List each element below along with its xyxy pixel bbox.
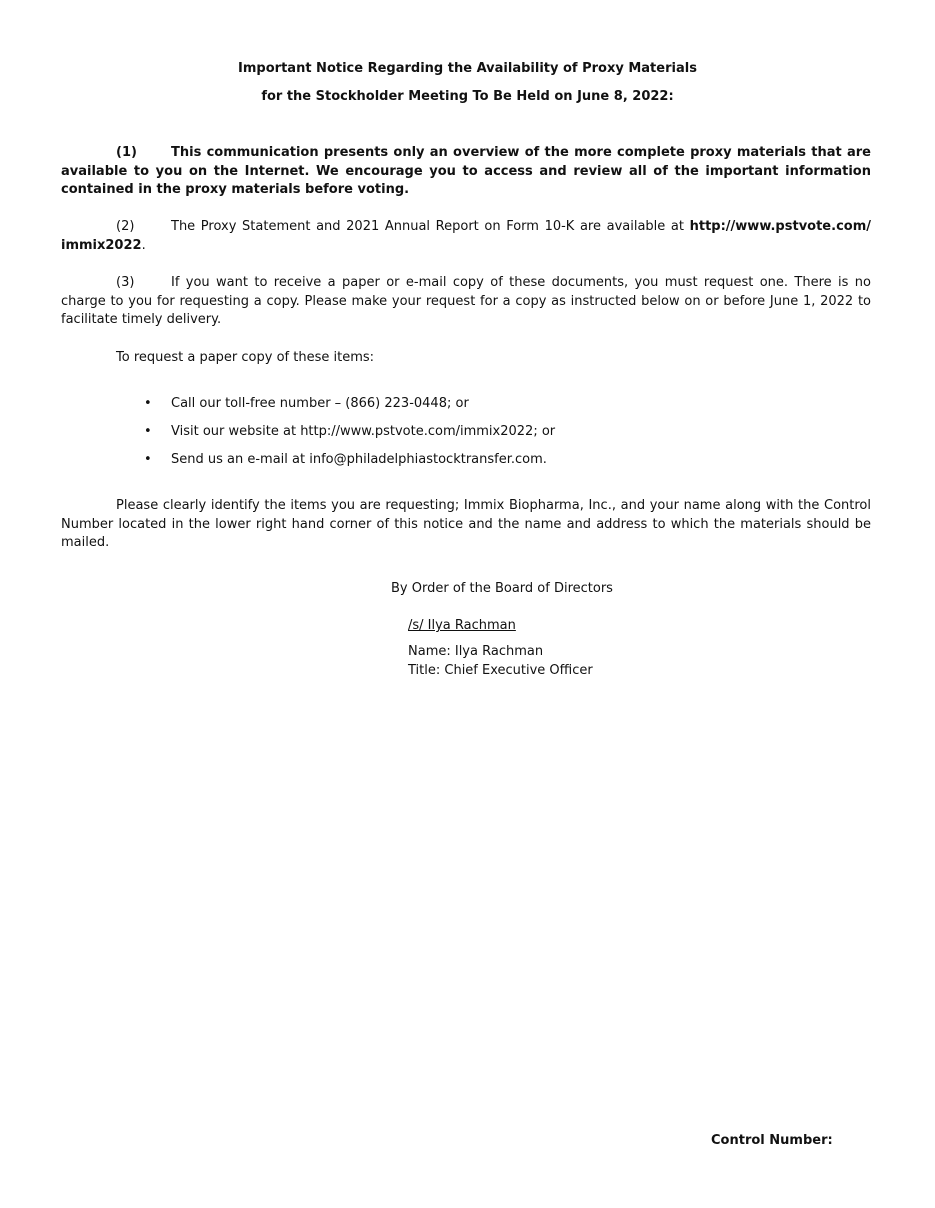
proxy-materials-link[interactable]: http://www.pstvote.com/ immix2022 (61, 219, 871, 253)
identify-paragraph-text: Please clearly identify the items you are requesting; Immix Biopharma, Inc., and your name along with the Control Number located in the lower right hand corner of this notice and the name and address to which the materials should be mailed. (61, 498, 871, 550)
phone-request-text: Call our toll-free number – (866) 223-0448; or (171, 396, 469, 411)
by-order-line: By Order of the Board of Directors (391, 581, 613, 596)
bullet-icon: • (144, 396, 152, 411)
paragraph-1-number: (1) (116, 145, 137, 160)
email-request-text[interactable]: Send us an e-mail at info@philadelphiastocktransfer.com. (171, 452, 547, 467)
paragraph-1 (61, 144, 871, 200)
paragraph-3 (61, 274, 871, 330)
paragraph-3-text: If you want to receive a paper or e-mail copy of these documents, you must request one. There is no charge to you for requesting a copy. Please make your request for a copy as instructed below on or before June 1, 2022 to facilitate timely delivery. (61, 275, 871, 327)
bullet-icon: • (144, 452, 152, 467)
identify-paragraph (61, 497, 871, 553)
paragraph-3-number: (3) (116, 275, 135, 290)
signer-name: Name: Ilya Rachman (408, 644, 544, 659)
website-request-text[interactable]: Visit our website at http://www.pstvote.com/immix2022; or (171, 424, 556, 439)
notice-title-line-2: for the Stockholder Meeting To Be Held on June 8, 2022: (261, 89, 674, 104)
request-intro: To request a paper copy of these items: (116, 350, 375, 365)
control-number-label: Control Number: (711, 1133, 833, 1148)
notice-title-line-1: Important Notice Regarding the Availability of Proxy Materials (238, 61, 697, 76)
paragraph-2-text: The Proxy Statement and 2021 Annual Report on Form 10-K are available at (171, 219, 690, 234)
paragraph-2-end: . (141, 237, 146, 253)
bullet-icon: • (144, 424, 152, 439)
signer-title: Title: Chief Executive Officer (408, 663, 593, 678)
paragraph-2-number: (2) (116, 219, 135, 234)
paragraph-1-text: This communication presents only an overview of the more complete proxy materials that are available to you on the Internet. We encourage you to access and review all of the important information contained in the proxy materials before voting. (61, 145, 871, 197)
signature-line: /s/ Ilya Rachman (408, 618, 516, 633)
paragraph-2 (61, 218, 871, 255)
